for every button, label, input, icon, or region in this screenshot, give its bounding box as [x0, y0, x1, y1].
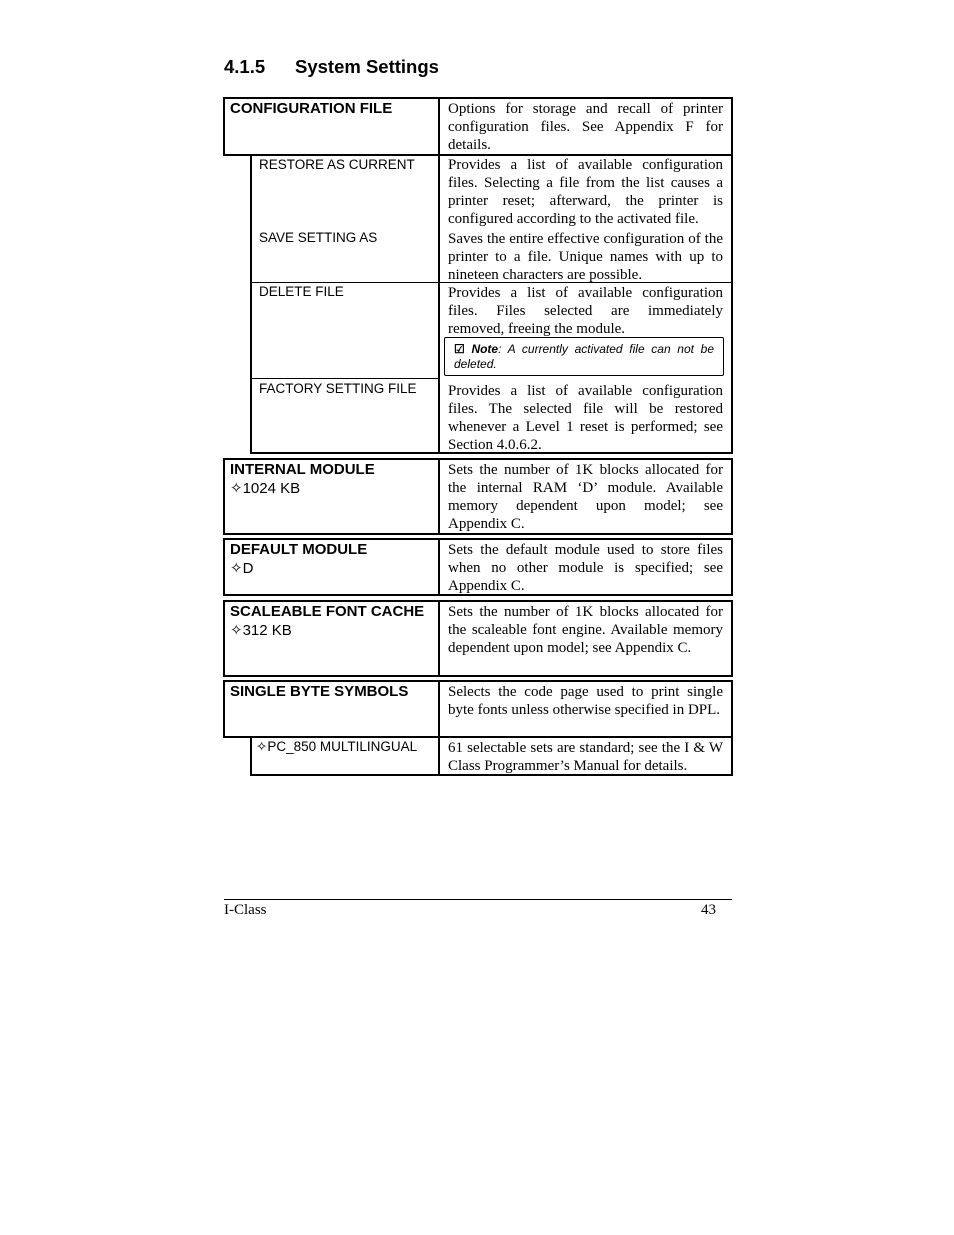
default-diamond-icon: ✧ [256, 739, 268, 754]
pc850-multilingual-description: 61 selectable sets are standard; see the I & W Class Programmer’s Manual for details. [448, 740, 723, 774]
section-title: System Settings [295, 56, 439, 77]
scaleable-font-cache-description: Sets the number of 1K blocks allocated for the scaleable font engine. Available memory dependent upon model; see Appendix C. [448, 604, 723, 656]
column-divider [438, 458, 440, 535]
sub-items-left-border [250, 736, 252, 776]
configuration-file-label: CONFIGURATION FILE [230, 100, 393, 117]
delete-file-description: Provides a list of available configuration files. Files selected are immediately removed, freeing the module. [448, 285, 723, 337]
column-divider [438, 97, 440, 454]
delete-file-note [444, 337, 724, 376]
page-number: 43 [701, 902, 716, 918]
save-setting-as-description: Saves the entire effective configuration of the printer to a file. Unique names with up to nineteen characters are possible. [448, 231, 723, 283]
section-heading [224, 56, 439, 78]
single-byte-symbols-description: Selects the code page used to print single byte fonts unless otherwise specified in DPL. [448, 684, 723, 718]
scaleable-font-cache-label: SCALEABLE FONT CACHE ✧312 KB [230, 603, 425, 639]
default-module-label: DEFAULT MODULE ✧D [230, 541, 368, 577]
configuration-file-description: Options for storage and recall of printer configuration files. See Appendix F for details. [448, 101, 723, 153]
footer-left: I-Class [224, 902, 267, 918]
section-number: 4.1.5 [224, 56, 266, 77]
footer-rule [224, 899, 732, 900]
internal-module-default: 1024 KB [242, 480, 301, 497]
default-diamond-icon: ✧ [230, 622, 243, 639]
note-text: : A currently activated file can not be deleted. [454, 342, 714, 371]
internal-module-label: INTERNAL MODULE ✧1024 KB [230, 461, 375, 497]
default-diamond-icon: ✧ [230, 560, 243, 577]
sub-items-right-border [731, 736, 733, 776]
default-diamond-icon: ✧ [230, 480, 243, 497]
restore-as-current-description: Provides a list of available configuration files. Selecting a file from the list causes a printer reset; afterward, the printer is configured according to the activated file. [448, 157, 723, 227]
factory-setting-file-label: FACTORY SETTING FILE [259, 381, 417, 396]
pc850-multilingual-label: ✧PC_850 MULTILINGUAL [256, 739, 418, 754]
default-module-description: Sets the default module used to store files when no other module is specified; see Appendix C. [448, 542, 723, 594]
save-setting-as-label: SAVE SETTING AS [259, 230, 378, 245]
checkbox-icon: ☑ [454, 342, 465, 356]
row-divider [251, 378, 439, 379]
sub-items-right-border [731, 154, 733, 454]
delete-file-label: DELETE FILE [259, 284, 344, 299]
single-byte-symbols-label: SINGLE BYTE SYMBOLS [230, 683, 409, 700]
restore-as-current-label: RESTORE AS CURRENT [259, 157, 415, 172]
column-divider [438, 680, 440, 776]
column-divider [438, 538, 440, 596]
note-label: Note [471, 342, 499, 356]
factory-setting-file-description: Provides a list of available configuration files. The selected file will be restored whenever a Level 1 reset is performed; see Section 4.0.6.2. [448, 383, 723, 453]
column-divider [438, 600, 440, 677]
sub-items-left-border [250, 154, 252, 454]
default-module-default: D [242, 560, 254, 577]
scaleable-font-cache-default: 312 KB [242, 622, 292, 639]
internal-module-description: Sets the number of 1K blocks allocated for the internal RAM ‘D’ module. Available memory dependent upon model; see Appendix C. [448, 462, 723, 532]
